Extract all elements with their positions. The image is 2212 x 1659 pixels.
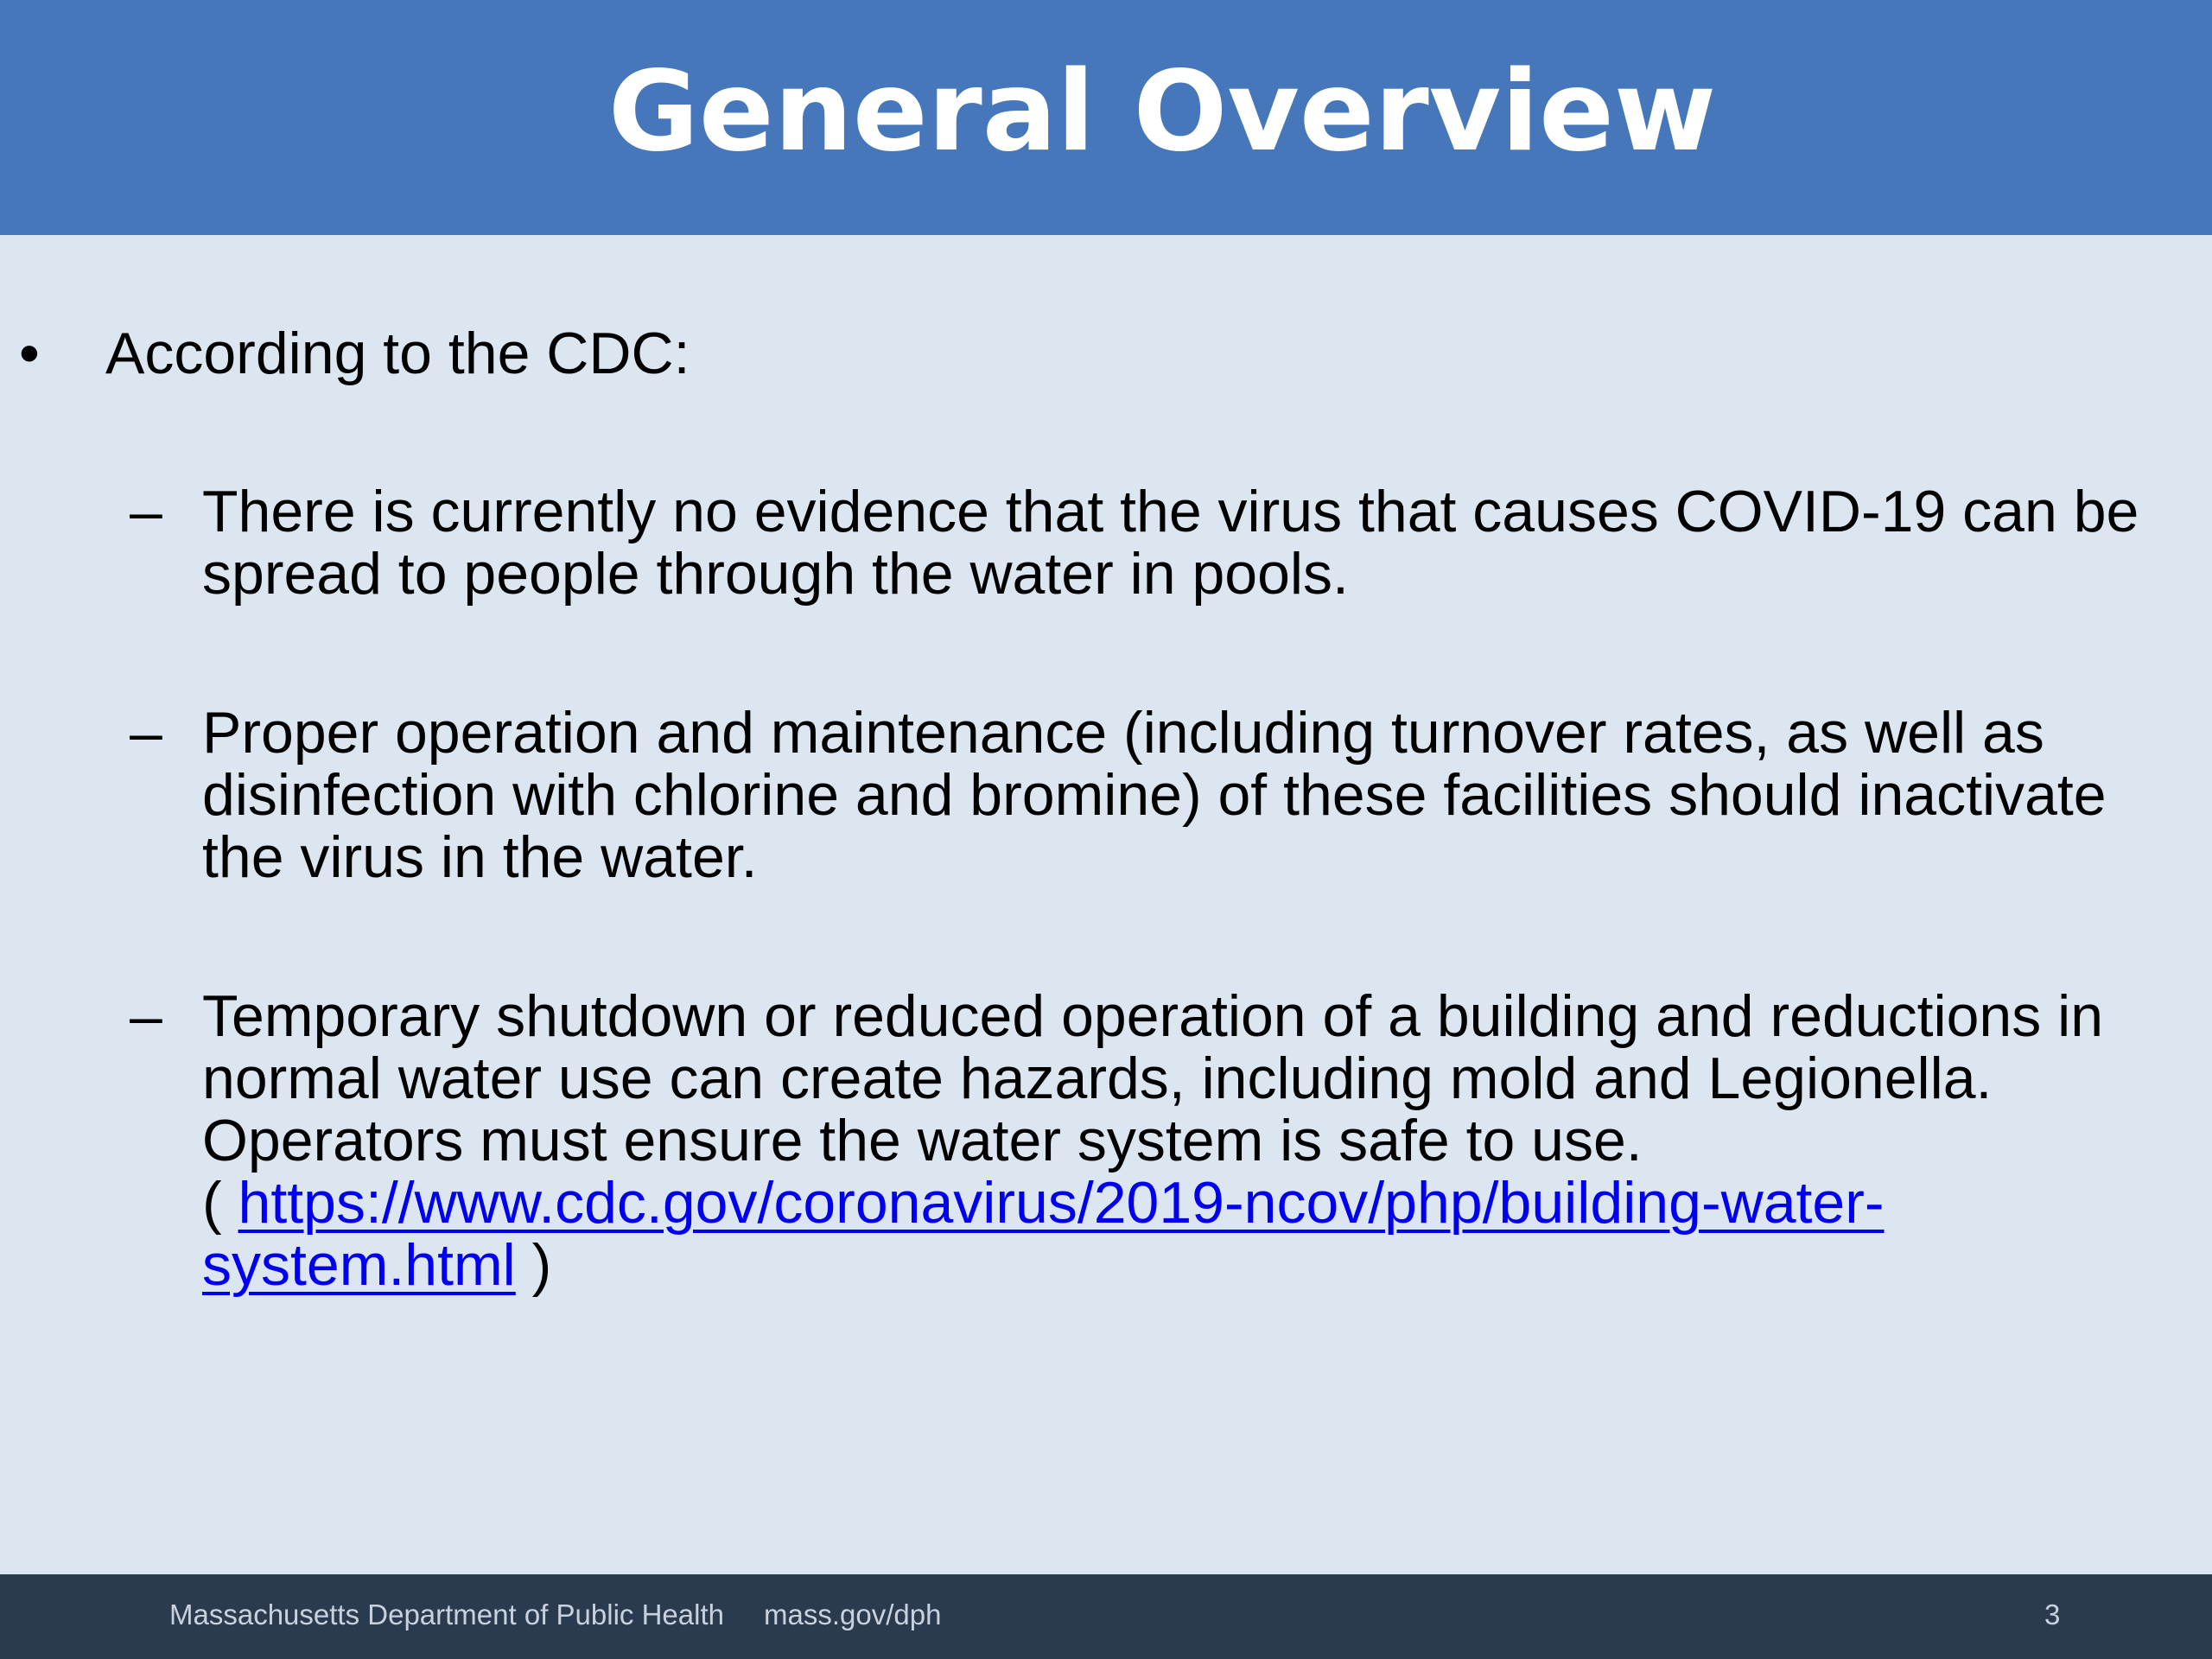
- link-line: [202, 1172, 2212, 1234]
- text-line: the virus in the water.: [202, 824, 758, 890]
- slide-title: General Overview: [607, 48, 1717, 176]
- cdc-link-part-2[interactable]: system.html: [202, 1232, 516, 1298]
- sub-bullet-text: [202, 480, 2212, 605]
- text-line: spread to people through the water in pools.: [202, 541, 1349, 607]
- bullet-marker: •: [19, 321, 40, 386]
- text-line: Temporary shutdown or reduced operation of a building and reductions in: [202, 983, 2104, 1049]
- bullet-text: According to the CDC:: [105, 321, 690, 386]
- link-line: [202, 1234, 2212, 1296]
- sub-bullet-text: [202, 702, 2212, 888]
- link-open-paren: (: [202, 1170, 238, 1236]
- footer-bar: [0, 1574, 2212, 1659]
- dash-marker: –: [130, 700, 162, 766]
- dash-marker: –: [130, 983, 162, 1049]
- footer-site: mass.gov/dph: [764, 1599, 942, 1630]
- text-line: Operators must ensure the water system is safe to use.: [202, 1108, 1643, 1173]
- text-line: normal water use can create hazards, including mold and Legionella.: [202, 1046, 1993, 1111]
- footer-org: Massachusetts Department of Public Health: [169, 1599, 724, 1630]
- text-line: disinfection with chlorine and bromine) of these facilities should inactivate: [202, 762, 2107, 828]
- text-line: Proper operation and maintenance (including turnover rates, as well as: [202, 700, 2044, 766]
- page-number: 3: [2044, 1599, 2061, 1630]
- link-close-paren: ): [515, 1232, 552, 1298]
- cdc-link-part-1[interactable]: https://www.cdc.gov/coronavirus/2019-ncov/php/building-water-: [238, 1170, 1885, 1236]
- dash-marker: –: [130, 479, 162, 544]
- sub-bullet-text: [202, 985, 2212, 1296]
- text-line: There is currently no evidence that the virus that causes COVID-19 can be: [202, 479, 2139, 544]
